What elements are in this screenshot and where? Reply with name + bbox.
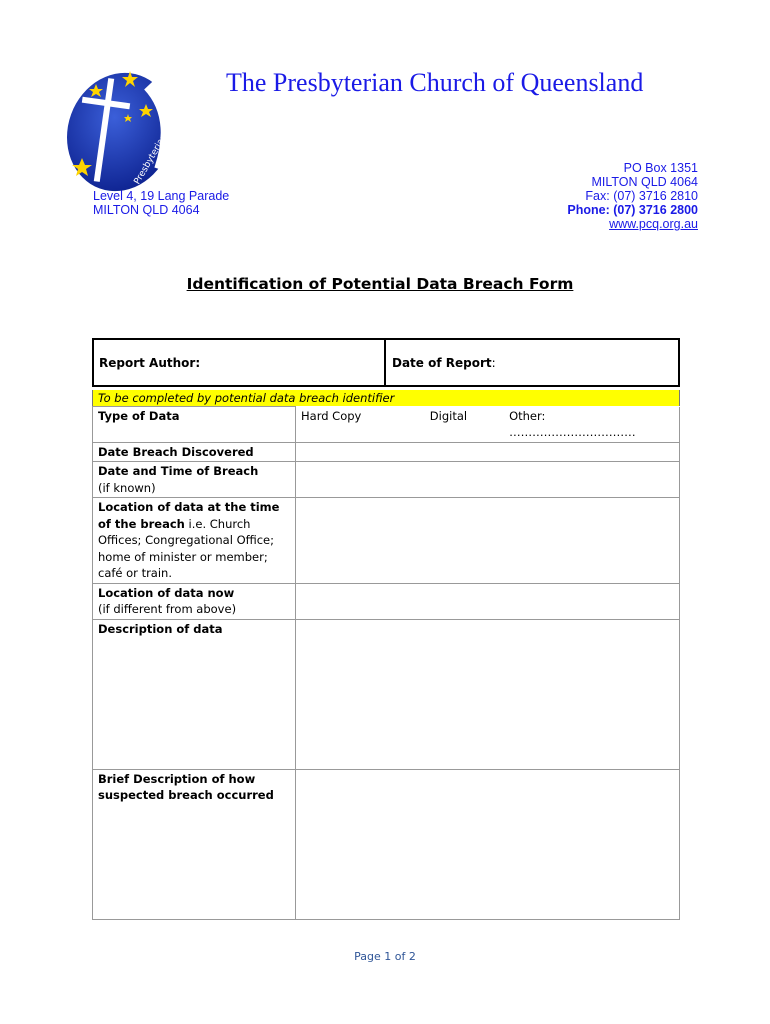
location-now-cell xyxy=(93,583,296,619)
table-row xyxy=(93,462,680,498)
date-time-input[interactable] xyxy=(296,462,680,498)
location-then-examples: i.e. Church Offices; Congregational Office; home of minister or member; café or train. xyxy=(98,516,275,580)
date-discovered-input[interactable] xyxy=(296,442,680,462)
description-label: Description of data xyxy=(93,619,296,769)
location-now-input[interactable] xyxy=(296,583,680,619)
location-now-sub: (if different from above) xyxy=(98,602,237,616)
po-box: PO Box 1351 xyxy=(623,161,698,175)
description-input[interactable] xyxy=(296,619,680,769)
fax-number: Fax: (07) 3716 2810 xyxy=(585,189,698,203)
table-row xyxy=(93,619,680,769)
form-fields-table xyxy=(92,406,680,920)
date-time-sub: (if known) xyxy=(98,480,156,495)
date-discovered-label: Date Breach Discovered xyxy=(93,442,296,462)
location-then-label: Location of data at the time of the breach xyxy=(98,500,280,531)
date-time-label: Date and Time of Breach xyxy=(98,464,259,478)
brief-description-label: Brief Description of how suspected breach occurred xyxy=(93,769,296,919)
location-then-cell xyxy=(93,498,296,584)
church-logo xyxy=(58,66,188,196)
svg-text:Presbyterian: Presbyterian xyxy=(132,132,170,187)
type-of-data-label: Type of Data xyxy=(93,407,296,443)
table-row xyxy=(93,407,680,443)
date-of-report-colon: : xyxy=(491,355,496,370)
report-author-field[interactable] xyxy=(94,340,386,385)
address-line-1: Level 4, 19 Lang Parade xyxy=(93,189,230,203)
breach-form xyxy=(92,338,680,920)
type-of-data-options xyxy=(296,407,680,443)
option-hard-copy[interactable]: Hard Copy xyxy=(301,408,362,423)
form-title: Identification of Potential Data Breach Form xyxy=(186,275,574,293)
option-digital[interactable]: Digital xyxy=(429,408,468,423)
identifier-note: To be completed by potential data breach identifier xyxy=(92,390,680,406)
location-now-label: Location of data now xyxy=(98,585,235,600)
table-row xyxy=(93,769,680,919)
table-row xyxy=(93,498,680,584)
report-header-row xyxy=(92,338,680,387)
report-author-label: Report Author: xyxy=(99,355,201,370)
website-link[interactable]: www.pcq.org.au xyxy=(609,217,698,231)
po-city: MILTON QLD 4064 xyxy=(591,175,698,189)
page-number: Page 1 of 2 xyxy=(354,950,416,963)
option-other[interactable]: Other: …………………………… xyxy=(509,408,636,439)
date-time-cell xyxy=(93,462,296,498)
brief-description-input[interactable] xyxy=(296,769,680,919)
church-name: The Presbyterian Church of Queensland xyxy=(226,68,644,97)
date-of-report-field[interactable] xyxy=(386,340,678,385)
street-address xyxy=(93,189,229,217)
phone-number: Phone: (07) 3716 2800 xyxy=(567,203,698,217)
table-row xyxy=(93,442,680,462)
location-then-input[interactable] xyxy=(296,498,680,584)
postal-contact xyxy=(567,161,698,231)
date-of-report-label: Date of Report xyxy=(392,355,492,370)
address-line-2: MILTON QLD 4064 xyxy=(93,203,200,217)
table-row xyxy=(93,583,680,619)
